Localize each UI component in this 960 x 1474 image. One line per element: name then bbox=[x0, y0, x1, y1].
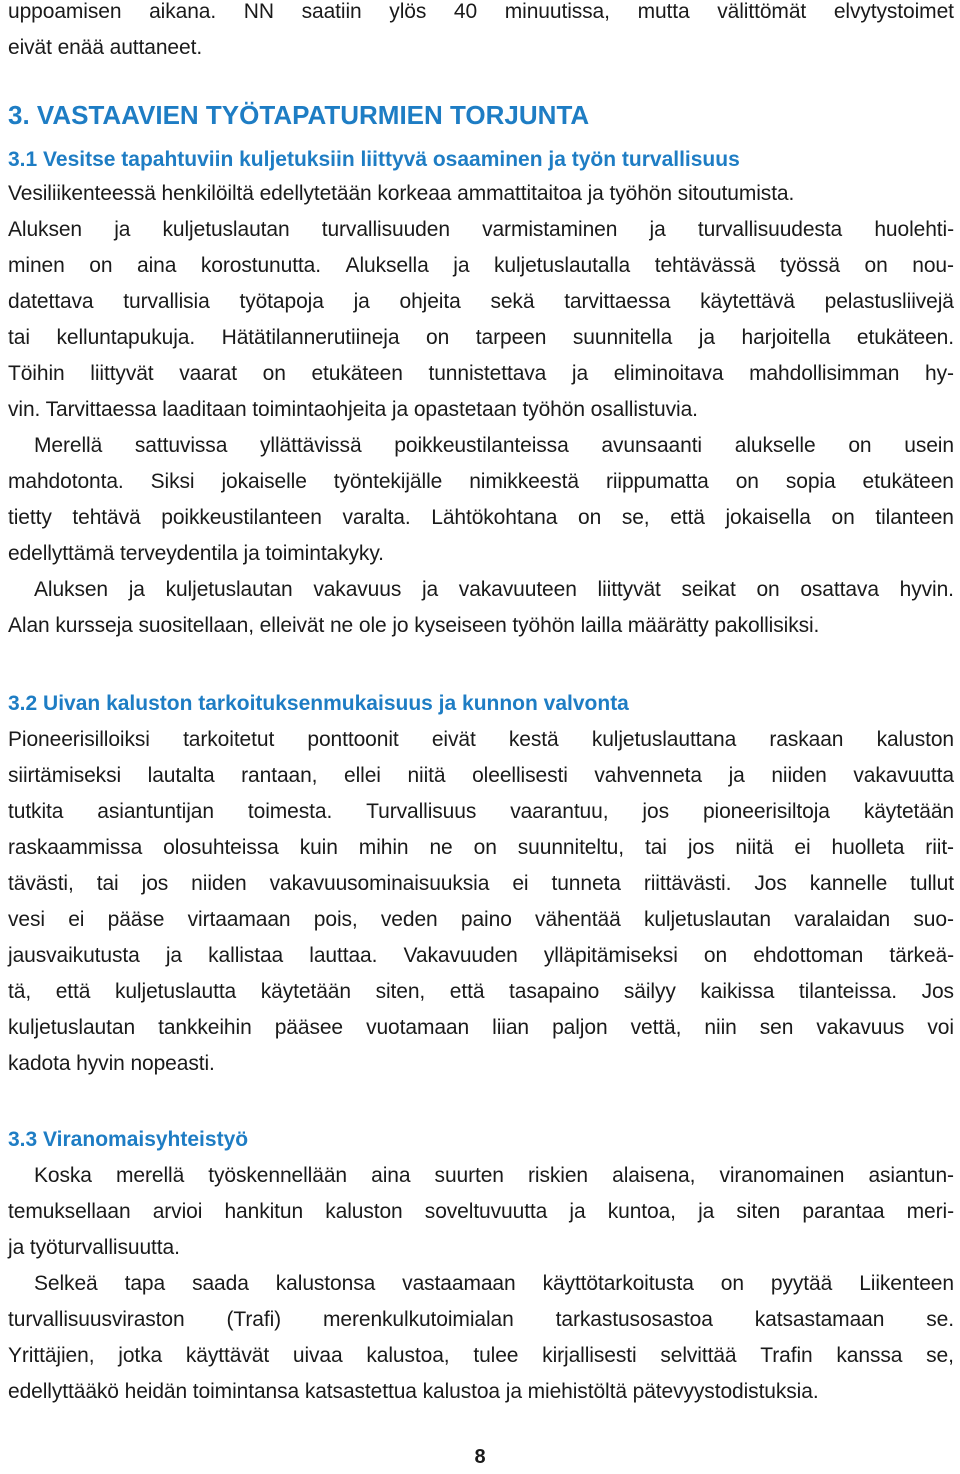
page-number: 8 bbox=[474, 1446, 486, 1468]
text-line: jausvaikutusta ja kallistaa lauttaa. Vakavuuden ylläpitämiseksi on ehdottoman tärkeä- bbox=[8, 944, 954, 967]
body-line bbox=[8, 428, 954, 464]
text-line: siirtämiseksi lautalta rantaan, ellei niitä oleellisesti vahvenneta ja niiden vakavuutta bbox=[8, 764, 954, 787]
body-line bbox=[8, 572, 954, 608]
text-line: minen on aina korostunutta. Aluksella ja kuljetuslautalla tehtävässä työssä on nou- bbox=[8, 254, 954, 277]
body-line bbox=[8, 1010, 954, 1046]
body-line bbox=[8, 1194, 954, 1230]
body-line bbox=[8, 974, 954, 1010]
text-line: Selkeä tapa saada kalustonsa vastaamaan käyttötarkoitusta on pyytää Liikenteen bbox=[34, 1272, 954, 1295]
text-line: turvallisuusviraston (Trafi) merenkulkutoimialan tarkastusosastoa katsastamaan se. bbox=[8, 1308, 954, 1331]
body-line bbox=[8, 320, 954, 356]
text-line: tä, että kuljetuslautta käytetään siten, että tasapaino säilyy kaikissa tilanteissa. Jos bbox=[8, 980, 954, 1003]
text-line: Merellä sattuvissa yllättävissä poikkeustilanteissa avunsaanti alukselle on usein bbox=[34, 434, 954, 457]
text-line: tai kelluntapukuja. Hätätilannerutiineja on tarpeen suunnitella ja harjoitella etukäteen. bbox=[8, 326, 954, 349]
text-line: Vesiliikenteessä henkilöiltä edellytetään korkeaa ammattitaitoa ja työhön sitoutumista. bbox=[8, 182, 795, 205]
body-line bbox=[8, 176, 954, 212]
body-line bbox=[8, 794, 954, 830]
text-line: Pioneerisilloiksi tarkoitetut ponttoonit eivät kestä kuljetuslauttana raskaan kaluston bbox=[8, 728, 954, 751]
body-line bbox=[8, 758, 954, 794]
body-line bbox=[8, 30, 202, 66]
text-line: datettava turvallisia työtapoja ja ohjeita sekä tarvittaessa käytettävä pelastusliivejä bbox=[8, 290, 954, 313]
subsection-body-3-2 bbox=[8, 722, 954, 1082]
text-line: ja työturvallisuutta. bbox=[8, 1236, 180, 1259]
subsection-heading-3-1 bbox=[8, 142, 740, 178]
subsection-title: Viranomaisyhteistyö bbox=[43, 1128, 249, 1151]
text-line: Töihin liittyvät vaarat on etukäteen tunnistettava ja eliminoitava mahdollisimman hy- bbox=[8, 362, 954, 385]
body-line bbox=[8, 902, 954, 938]
text-line: Alan kursseja suositellaan, elleivät ne ole jo kyseiseen työhön lailla määrätty pakollisiksi. bbox=[8, 614, 820, 637]
body-line bbox=[8, 1266, 954, 1302]
subsection-heading-3-3 bbox=[8, 1122, 248, 1158]
body-line bbox=[8, 284, 954, 320]
text-line: edellyttämä terveydentila ja toimintakyky. bbox=[8, 542, 384, 565]
body-line bbox=[8, 356, 954, 392]
body-line bbox=[8, 212, 954, 248]
subsection-title: Vesitse tapahtuviin kuljetuksiin liittyvä osaaminen ja työn turvallisuus bbox=[43, 148, 740, 171]
text-line: tietty tehtävä poikkeustilanteen varalta. Lähtökohtana on se, että jokaisella on tilanteen bbox=[8, 506, 954, 529]
text-line: Koska merellä työskennellään aina suurten riskien alaisena, viranomainen asiantun- bbox=[34, 1164, 954, 1187]
subsection-number: 3.3 bbox=[8, 1128, 38, 1151]
body-line bbox=[8, 1158, 954, 1194]
text-line: kadota hyvin nopeasti. bbox=[8, 1052, 215, 1075]
text-line: edellyttääkö heidän toimintansa katsastettua kalustoa ja miehistöltä pätevyystodistuksia. bbox=[8, 1380, 819, 1403]
subsection-body-3-1 bbox=[8, 176, 954, 644]
text-line: raskaammissa olosuhteissa kuin mihin ne on suunniteltu, tai jos niitä ei huolleta riit- bbox=[8, 836, 954, 859]
text-line: tävästi, tai jos niiden vakavuusominaisuuksia ei tunneta riittävästi. Jos kannelle tullut bbox=[8, 872, 954, 895]
body-line bbox=[8, 1374, 954, 1410]
section-heading: 3. VASTAAVIEN TYÖTAPATURMIEN TORJUNTA bbox=[8, 100, 590, 130]
body-line bbox=[8, 938, 954, 974]
body-line bbox=[8, 464, 954, 500]
text-line: uppoamisen aikana. NN saatiin ylös 40 minuutissa, mutta välittömät elvytystoimet bbox=[8, 0, 954, 23]
subsection-title: Uivan kaluston tarkoituksenmukaisuus ja kunnon valvonta bbox=[43, 692, 629, 715]
text-line: vin. Tarvittaessa laaditaan toimintaohjeita ja opastetaan työhön osallistuvia. bbox=[8, 398, 698, 421]
body-line bbox=[8, 1302, 954, 1338]
body-line bbox=[8, 392, 954, 428]
text-line: vesi ei pääse virtaamaan pois, veden paino vähentää kuljetuslautan varalaidan suo- bbox=[8, 908, 954, 931]
body-line bbox=[8, 830, 954, 866]
text-line: kuljetuslautan tankkeihin pääsee vuotamaan liian paljon vettä, niin sen vakavuus voi bbox=[8, 1016, 954, 1039]
text-line: Yrittäjien, jotka käyttävät uivaa kalustoa, tulee kirjallisesti selvittää Trafin kanssa se, bbox=[8, 1344, 954, 1367]
body-line bbox=[8, 1230, 954, 1266]
subsection-number: 3.2 bbox=[8, 692, 38, 715]
text-line: temuksellaan arvioi hankitun kaluston soveltuvuutta ja kuntoa, ja siten parantaa meri- bbox=[8, 1200, 954, 1223]
text-line: eivät enää auttaneet. bbox=[8, 36, 203, 59]
body-line bbox=[8, 722, 954, 758]
body-line bbox=[8, 248, 954, 284]
body-line bbox=[8, 536, 954, 572]
text-line: Aluksen ja kuljetuslautan turvallisuuden varmistaminen ja turvallisuudesta huolehti- bbox=[8, 218, 954, 241]
subsection-body-3-3 bbox=[8, 1158, 954, 1410]
subsection-heading-3-2 bbox=[8, 686, 629, 722]
body-line bbox=[8, 500, 954, 536]
text-line: Aluksen ja kuljetuslautan vakavuus ja vakavuuteen liittyvät seikat on osattava hyvin. bbox=[34, 578, 954, 601]
text-line: mahdotonta. Siksi jokaiselle työntekijälle nimikkeestä riippumatta on sopia etukäteen bbox=[8, 470, 954, 493]
subsection-number: 3.1 bbox=[8, 148, 38, 171]
body-line bbox=[8, 1046, 954, 1082]
body-line bbox=[8, 866, 954, 902]
body-line bbox=[8, 1338, 954, 1374]
text-line: tutkita asiantuntijan toimesta. Turvallisuus vaarantuu, jos pioneerisiltoja käytetään bbox=[8, 800, 954, 823]
body-line bbox=[8, 0, 954, 30]
body-line bbox=[8, 608, 954, 644]
